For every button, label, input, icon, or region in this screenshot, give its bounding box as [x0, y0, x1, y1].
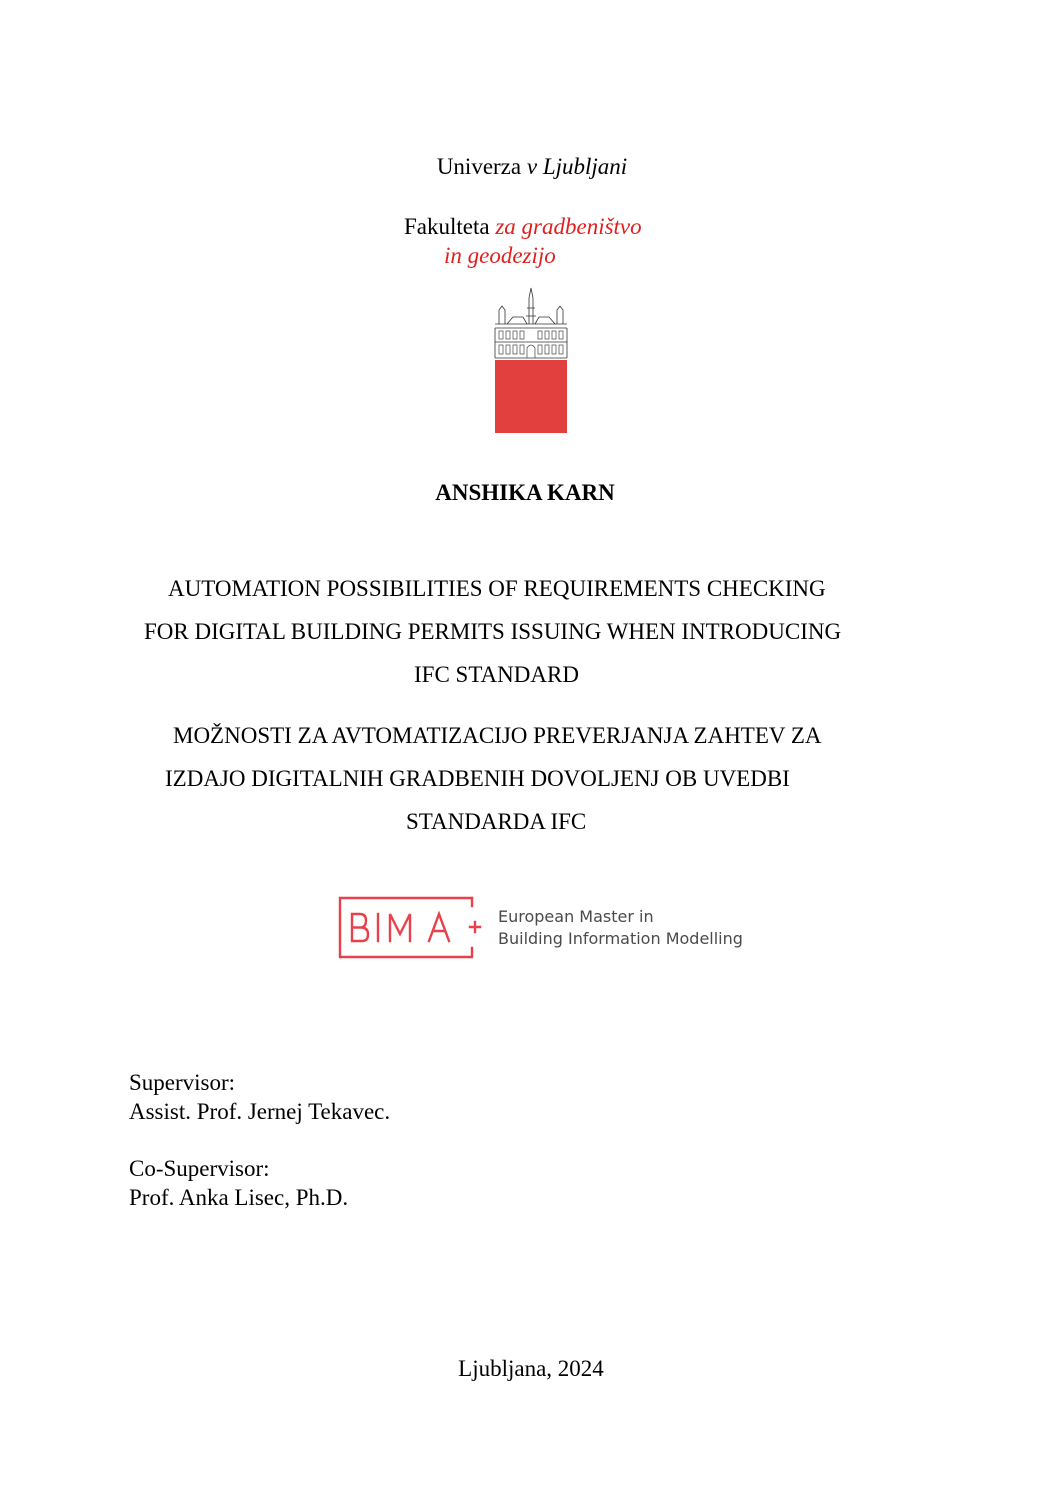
bima-program-description	[498, 906, 743, 950]
faculty-name-line1	[404, 213, 642, 241]
cosupervisor-name: Prof. Anka Lisec, Ph.D.	[129, 1185, 349, 1210]
bima-line1: European Master in	[498, 907, 654, 926]
university-location: v Ljubljani	[526, 154, 628, 179]
title-sl-line3: STANDARDA IFC	[406, 809, 587, 834]
supervisor-name: Assist. Prof. Jernej Tekavec.	[129, 1099, 391, 1124]
title-en-line2: FOR DIGITAL BUILDING PERMITS ISSUING WHEN INTRODUCING	[144, 619, 842, 644]
cosupervisor-label: Co-Supervisor:	[129, 1156, 270, 1181]
faculty-red-line1: za gradbeništvo	[495, 214, 642, 239]
title-en-line1: AUTOMATION POSSIBILITIES OF REQUIREMENTS CHECKING	[168, 576, 826, 601]
supervisor-label: Supervisor:	[129, 1070, 236, 1095]
place-and-date: Ljubljana, 2024	[458, 1356, 604, 1381]
bima-line2: Building Information Modelling	[498, 929, 743, 948]
university-prefix: Univerza	[436, 154, 522, 179]
title-sl-line1: MOŽNOSTI ZA AVTOMATIZACIJO PREVERJANJA ZAHTEV ZA	[173, 723, 822, 748]
title-en-line3: IFC STANDARD	[414, 662, 579, 687]
university-name	[0, 153, 1058, 181]
title-sl-line2: IZDAJO DIGITALNIH GRADBENIH DOVOLJENJ OB UVEDBI	[165, 766, 790, 791]
faculty-red-line2: in geodezijo	[444, 243, 556, 268]
author-name: ANSHIKA KARN	[435, 480, 615, 505]
university-crest-logo	[493, 284, 569, 434]
faculty-prefix: Fakulteta	[404, 214, 490, 239]
